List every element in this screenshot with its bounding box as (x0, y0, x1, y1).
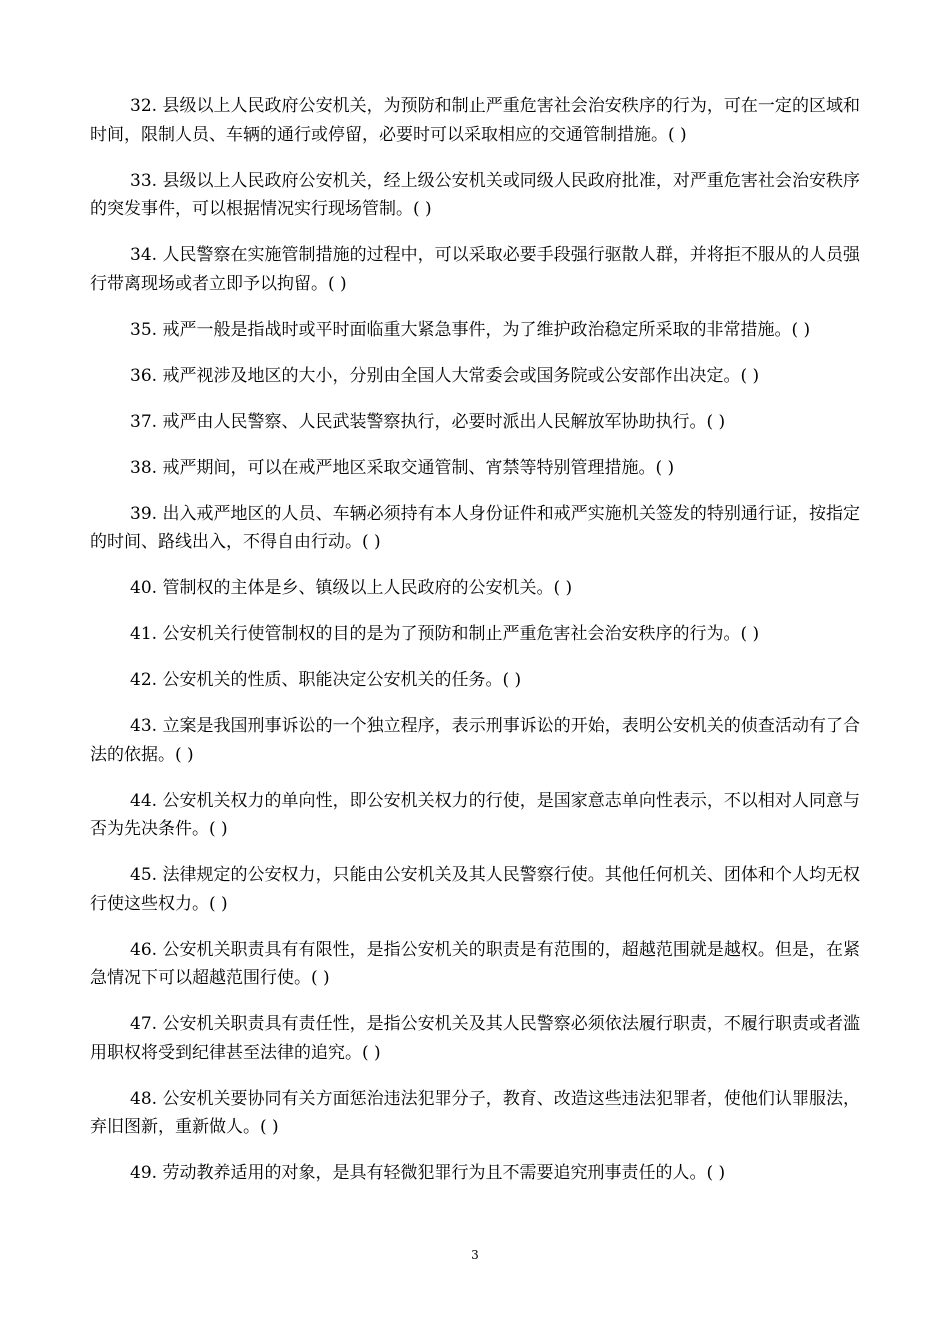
question-36: 36. 戒严视涉及地区的大小，分别由全国人大常委会或国务院或公安部作出决定。( ) (130, 365, 760, 386)
question-41: 41. 公安机关行使管制权的目的是为了预防和制止严重危害社会治安秩序的行为。( ) (130, 624, 760, 644)
question-49: 49. 劳动教养适用的对象，是具有轻微犯罪行为且不需要追究刑事责任的人。( ) (130, 1163, 726, 1183)
question-44: 44. 公安机关权力的单向性，即公安机关权力的行使，是国家意志单向性表示，不以相对人同意与否为先决条件。( ) (90, 790, 860, 839)
question-37: 37. 戒严由人民警察、人民武装警察执行，必要时派出人民解放军协助执行。( ) (130, 411, 726, 432)
question-33: 33. 县级以上人民政府公安机关，经上级公安机关或同级人民政府批准，对严重危害社会治安秩序的突发事件，可以根据情况实行现场管制。( ) (90, 170, 860, 219)
question-38: 38. 戒严期间，可以在戒严地区采取交通管制、宵禁等特别管理措施。( ) (130, 457, 675, 478)
question-42: 42. 公安机关的性质、职能决定公安机关的任务。( ) (130, 670, 522, 690)
question-43: 43. 立案是我国刑事诉讼的一个独立程序，表示刑事诉讼的开始，表明公安机关的侦查活动有了合法的依据。( ) (90, 716, 860, 765)
question-48: 48. 公安机关要协同有关方面惩治违法犯罪分子，教育、改造这些违法犯罪者，使他们认罪服法，弃旧图新，重新做人。( ) (90, 1088, 860, 1137)
question-47: 47. 公安机关职责具有责任性，是指公安机关及其人民警察必须依法履行职责，不履行职责或者滥用职权将受到纪律甚至法律的追究。( ) (90, 1014, 860, 1063)
question-34: 34. 人民警察在实施管制措施的过程中，可以采取必要手段强行驱散人群，并将拒不服从的人员强行带离现场或者立即予以拘留。( ) (90, 245, 860, 294)
question-39: 39. 出入戒严地区的人员、车辆必须持有本人身份证件和戒严实施机关签发的特别通行证，按指定的时间、路线出入，不得自由行动。( ) (90, 503, 860, 552)
question-32: 32. 县级以上人民政府公安机关，为预防和制止严重危害社会治安秩序的行为，可在一定的区域和时间，限制人员、车辆的通行或停留，必要时可以采取相应的交通管制措施。( ) (90, 96, 860, 145)
page-number: 3 (471, 1248, 479, 1262)
question-35: 35. 戒严一般是指战时或平时面临重大紧急事件，为了维护政治稳定所采取的非常措施。( ) (130, 319, 811, 340)
document-body (90, 92, 860, 1205)
question-45: 45. 法律规定的公安权力，只能由公安机关及其人民警察行使。其他任何机关、团体和个人均无权行使这些权力。( ) (90, 865, 860, 914)
question-40: 40. 管制权的主体是乡、镇级以上人民政府的公安机关。( ) (130, 578, 573, 598)
question-46: 46. 公安机关职责具有有限性，是指公安机关的职责是有范围的，超越范围就是越权。但是，在紧急情况下可以超越范围行使。( ) (90, 939, 860, 988)
